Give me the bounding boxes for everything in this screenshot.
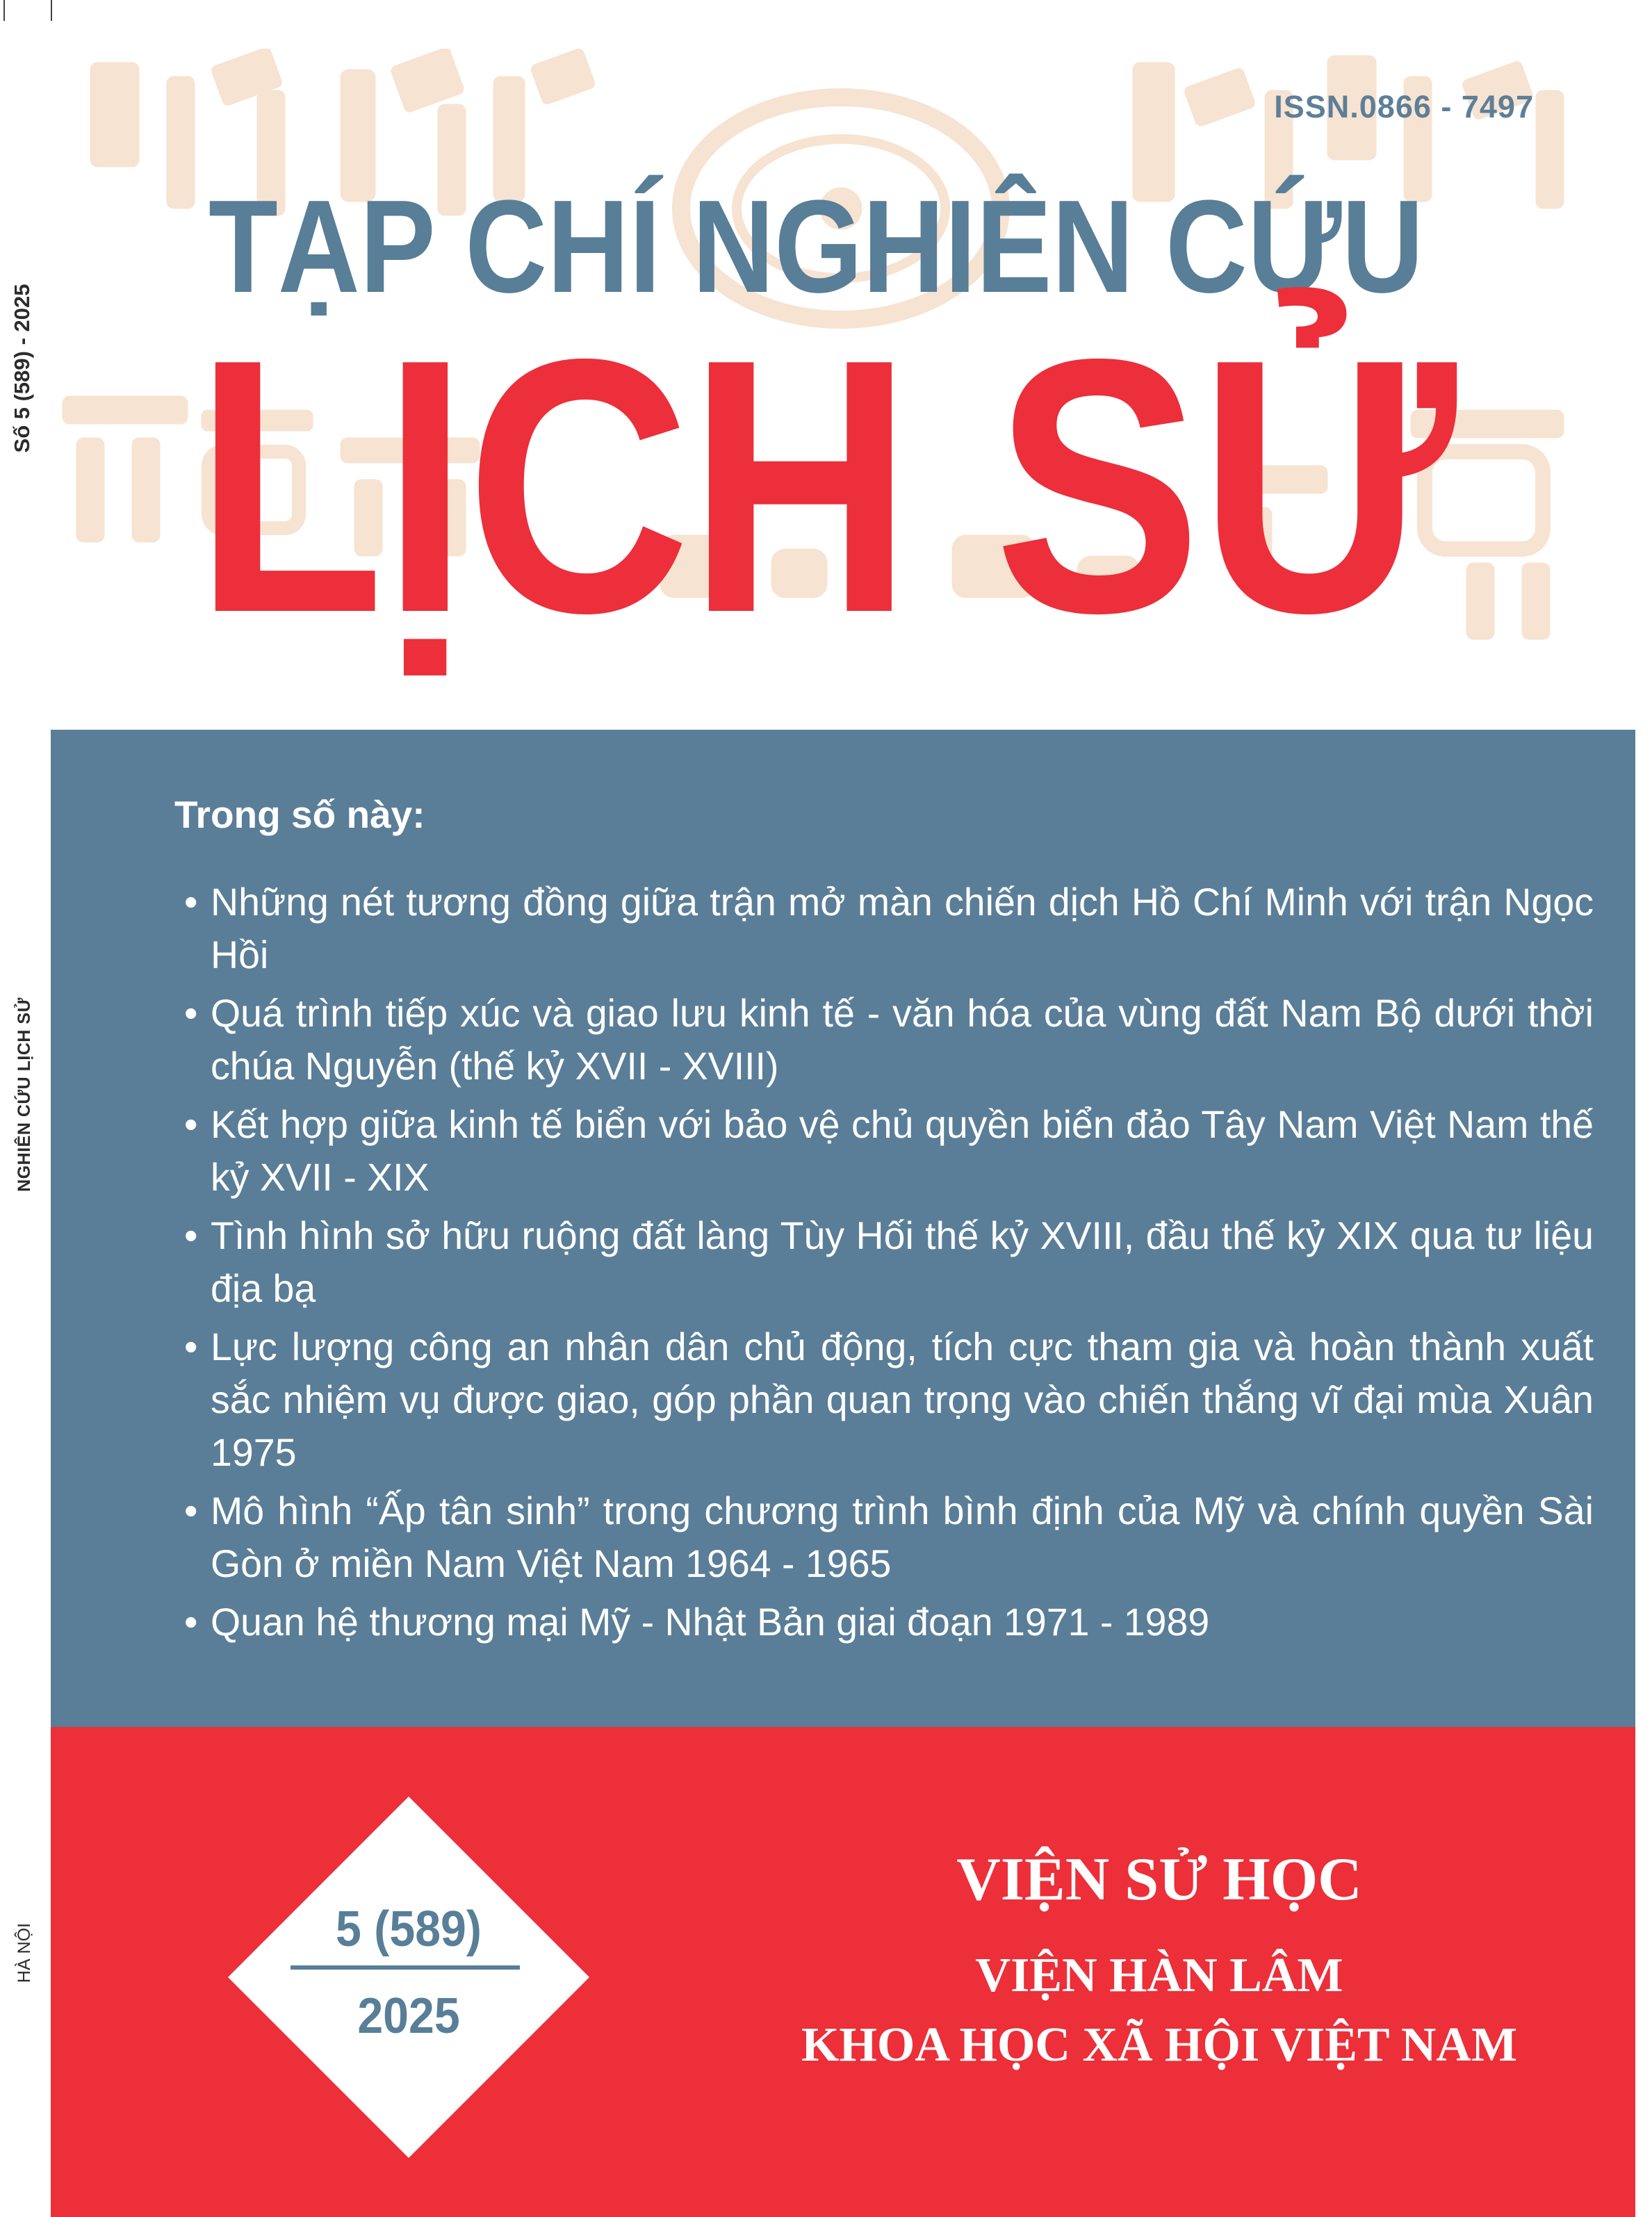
issue-diamond-icon	[228, 1797, 589, 2158]
article-title: Quan hệ thương mại Mỹ - Nhật Bản giai đoạn 1971 - 1989	[211, 1601, 1210, 1644]
spine-issue: Số 5 (589) - 2025	[10, 284, 34, 453]
article-title: Kết hợp giữa kinh tế biển với bảo vệ chủ quyền biển đảo Tây Nam Việt Nam thế kỷ XVII - XIX	[211, 1103, 1594, 1199]
issn-number: ISSN.0866 - 7497	[1274, 89, 1534, 124]
publisher-panel	[51, 1727, 1635, 2217]
publisher-parent-line1: VIỆN HÀN LÂM	[975, 1949, 1343, 2002]
article-title: Mô hình “Ấp tân sinh” trong chương trình bình định của Mỹ và chính quyền Sài Gòn ở miền Nam Việt Nam 1964 - 1965	[211, 1489, 1594, 1585]
contents-heading: Trong số này:	[174, 793, 425, 836]
crop-mark-top-left	[3, 0, 5, 21]
journal-line: TẠP CHÍ NGHIÊN CỨU	[208, 173, 1424, 320]
bullet-icon: •	[184, 1489, 198, 1532]
bullet-icon: •	[184, 1325, 198, 1368]
issue-number: 5 (589)	[336, 1901, 482, 1957]
publisher-name: VIỆN SỬ HỌC	[956, 1846, 1362, 1913]
bullet-icon: •	[184, 881, 198, 924]
article-title: Tình hình sở hữu ruộng đất làng Tùy Hối thế kỷ XVIII, đầu thế kỷ XIX qua tư liệu địa bạ	[211, 1214, 1594, 1310]
spine-title: NGHIÊN CỨU LỊCH SỬ	[15, 997, 34, 1192]
bullet-icon: •	[184, 992, 198, 1035]
list-item	[183, 1596, 1594, 1649]
bullet-icon: •	[184, 1214, 198, 1257]
publisher-block	[704, 1845, 1614, 2080]
contents-list	[183, 876, 1594, 1654]
bullet-icon: •	[184, 1601, 198, 1644]
list-item	[183, 1484, 1594, 1590]
article-title: Những nét tương đồng giữa trận mở màn chiến dịch Hồ Chí Minh với trận Ngọc Hồi	[211, 881, 1594, 976]
list-item	[183, 1098, 1594, 1204]
crop-mark-top	[51, 0, 52, 21]
issue-divider	[291, 1965, 520, 1970]
list-item	[183, 987, 1594, 1093]
list-item	[183, 1320, 1594, 1479]
article-title: Quá trình tiếp xúc và giao lưu kinh tế - văn hóa của vùng đất Nam Bộ dưới thời chúa Nguyễn (thế kỷ XVII - XVIII)	[211, 992, 1594, 1088]
publisher-parent-line2: KHOA HỌC XÃ HỘI VIỆT NAM	[801, 2018, 1518, 2072]
article-title: Lực lượng công an nhân dân chủ động, tích cực tham gia và hoàn thành xuất sắc nhiệm vụ được giao, góp phần quan trọng vào chiến thắng vĩ đại mùa Xuân 1975	[211, 1325, 1594, 1474]
contents-panel	[51, 730, 1635, 1727]
spine-place: HÀ NỘI	[15, 1922, 34, 1983]
list-item	[183, 876, 1594, 981]
issue-year: 2025	[357, 1988, 460, 2044]
list-item	[183, 1209, 1594, 1315]
bullet-icon: •	[184, 1103, 198, 1146]
journal-name: LỊCH SỬ	[195, 284, 1455, 688]
